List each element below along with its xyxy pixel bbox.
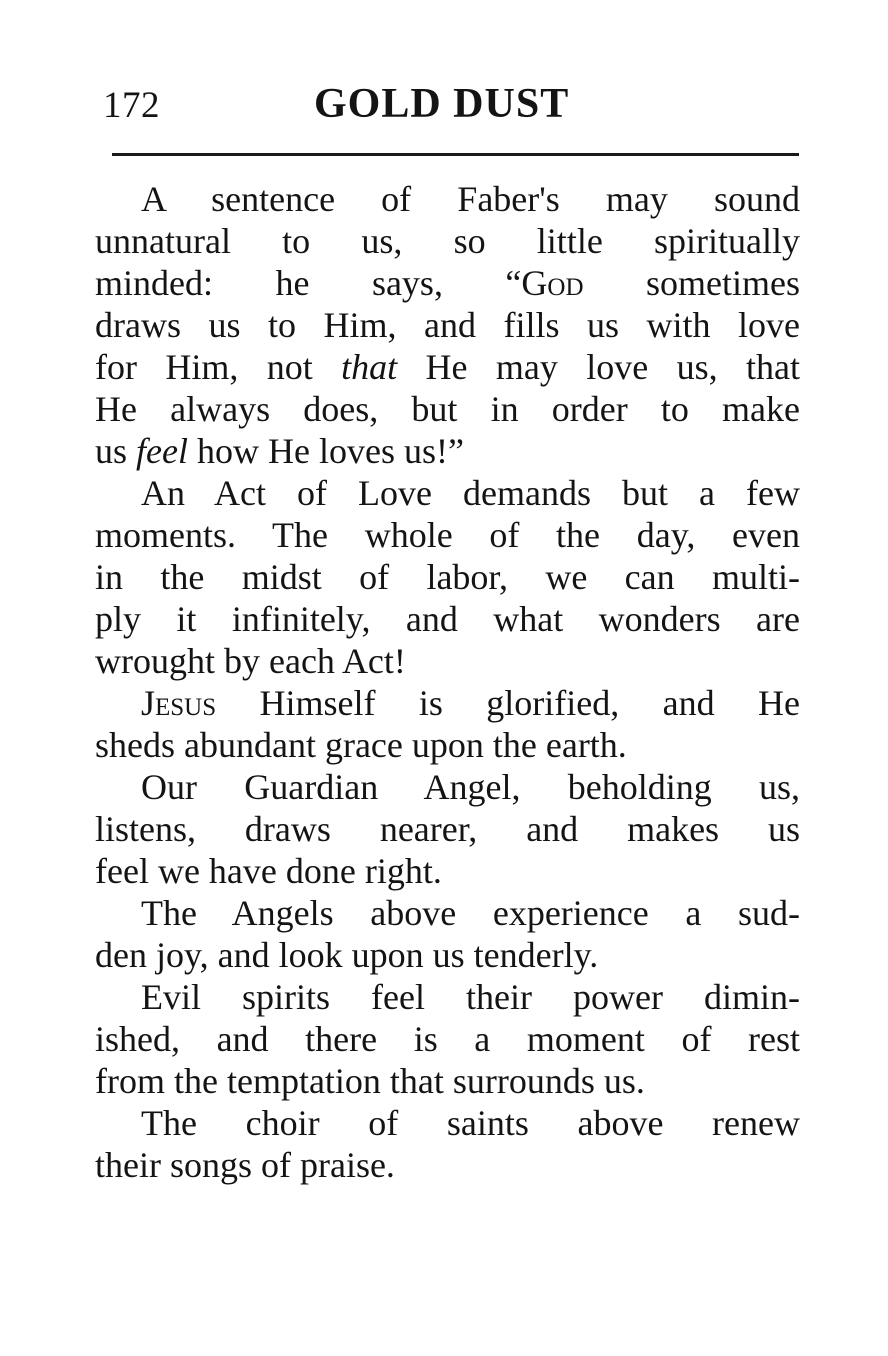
text-line: Our Guardian Angel, beholding us, (141, 767, 800, 807)
text-line: The choir of saints above renew (141, 1103, 800, 1143)
text-line: A sentence of Faber's may sound (141, 179, 800, 219)
text-line: for Him, not that He may love us, that (95, 347, 800, 387)
text-line: Jesus Himself is glorified, and He (141, 683, 800, 723)
text-line: ply it infinitely, and what wonders are (95, 599, 800, 639)
text-block (95, 178, 800, 1186)
text-line: The Angels above experience a sud- (141, 893, 800, 933)
text-line: their songs of praise. (95, 1145, 395, 1185)
paragraph (95, 472, 800, 682)
paragraph (95, 682, 800, 766)
text-line: in the midst of labor, we can multi- (95, 557, 800, 597)
text-line: Evil spirits feel their power dimin- (141, 977, 800, 1017)
text-line: den joy, and look upon us tenderly. (95, 935, 599, 975)
text-line: wrought by each Act! (95, 641, 406, 681)
paragraph (95, 1102, 800, 1186)
text-line: listens, draws nearer, and makes us (95, 809, 800, 849)
text-line: ished, and there is a moment of rest (95, 1019, 800, 1059)
text-line: minded: he says, “God sometimes (95, 263, 800, 303)
text-line: draws us to Him, and fills us with love (95, 305, 800, 345)
text-line: He always does, but in order to make (95, 389, 800, 429)
paragraph (95, 766, 800, 892)
paragraph (95, 178, 800, 472)
text-line: unnatural to us, so little spiritually (95, 221, 800, 261)
text-line: feel we have done right. (95, 851, 442, 891)
text-line: from the temptation that surrounds us. (95, 1061, 645, 1101)
text-line: moments. The whole of the day, even (95, 515, 800, 555)
paragraph (95, 892, 800, 976)
text-line: us feel how He loves us!” (95, 431, 464, 471)
text-line: An Act of Love demands but a few (141, 473, 800, 513)
header-rule (112, 153, 799, 156)
paragraph (95, 976, 800, 1102)
text-line: sheds abundant grace upon the earth. (95, 725, 627, 765)
page-number: 172 (103, 85, 160, 126)
running-title: GOLD DUST (314, 81, 570, 127)
